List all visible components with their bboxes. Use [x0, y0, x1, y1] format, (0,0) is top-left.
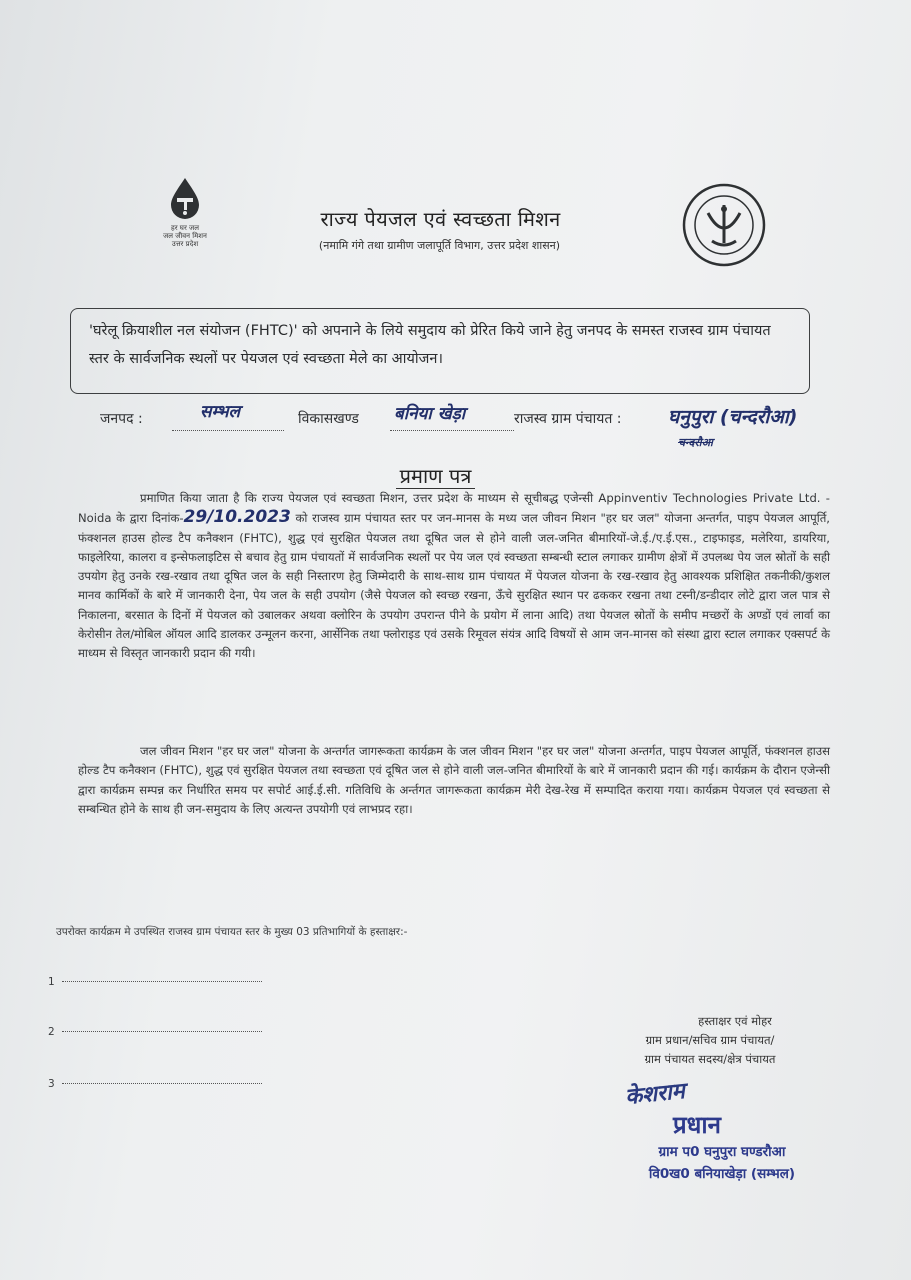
participant-signature-line-3 [48, 1078, 262, 1090]
authority-line-2: ग्राम प्रधान/सचिव ग्राम पंचायत/ [645, 1033, 775, 1047]
certificate-paragraph-1 [78, 489, 830, 664]
block-value: बनिया खेड़ा [394, 404, 466, 424]
line-number: 2 [48, 1026, 55, 1038]
handwritten-signature: केशराम [624, 1078, 687, 1111]
authority-line-3: ग्राम पंचायत सदस्य/क्षेत्र पंचायत [644, 1052, 776, 1066]
p1-part-a: प्रमाणित किया जाता है कि राज्य पेयजल एवं स्वच्छता मिशन, उत्तर प्रदेश के माध्यम से सूचीबद्ध एजेन्सी Appinventiv Technologies Private Ltd. - Noida के द्वारा दिनांक- [78, 491, 830, 526]
certificate-heading [0, 462, 911, 489]
district-dotted-line [172, 429, 284, 431]
p1-part-b: को राजस्व ग्राम पंचायत स्तर पर जन-मानस के मध्य जल जीवन मिशन "हर घर जल" योजना अन्तर्गत, पाइप पेयजल आपूर्ति, फंक्शनल हाउस होल्ड टैप कनैक्शन (FHTC), शुद्ध एवं सुरक्षित पेयजल तथा दूषित जल से होने वाली जल-जनित बीमारियों-जे.ई./ए.ई.एस., टाइफाइड, मलेरिया, डायरिया, फाइलेरिया, कालरा व इन्सेफलाइटिस से बचाव हेतु ग्राम पंचायतों में सार्वजनिक स्थलों पर पेय जल एवं स्वच्छता सम्बन्धी स्टाल लगाकर ग्रामीण क्षेत्रों में उपलब्ध पेय जल स्रोतों के सही उपयोग हेतु उनके रख-रखाव तथा दूषित जल के सही निस्तारण हेतु जिम्मेदारी के साथ-साथ ग्राम पंचायत में पेयजल योजना के रख-रखाव हेतु आवश्यक प्रशिक्षित तकनीकी/कुशल मानव कार्मिकों के बारे में जानकारी देना, पेय जल के सही उपयोग (जैसे पेयजल को स्वच्छ रखना, ऊँचे सुरक्षित स्थान पर ढककर रखना तथा टस्नी/डन्डीदार लोटे द्वारा जल पात्र से निकालना, बरसात के दिनों में पेयजल को उबालकर अथवा क्लोरिन के उपयोग उपरान्त पीने के प्रयोग में लाना आदि) तथा पेयजल स्रोतों के समीप मच्छरों के अण्डों एवं लार्वा का केरोसीन तेल/मोबिल ऑयल आदि डालकर उन्मूलन करना, आर्सेनिक तथा फ्लोराइड एवं उसके रिमूवल संयंत्र आदि विषयों से आम जन-मानस को संस्था द्वारा स्टाल लगाकर एक्सपर्ट के माध्यम से विस्तृत जानकारी प्रदान की गयी। [78, 511, 830, 661]
dotted-line [62, 981, 262, 982]
stamp-line-1: ग्राम प0 घनुपुरा घण्डरौआ [658, 1144, 786, 1160]
subtitle-text: (नमामि गंगे तथा ग्रामीण जलापूर्ति विभाग, उत्तर प्रदेश शासन) [318, 239, 561, 252]
title-text: राज्य पेयजल एवं स्वच्छता मिशन [320, 207, 561, 231]
page-subtitle [0, 238, 911, 253]
stamp-title: प्रधान [673, 1111, 721, 1139]
dotted-line [62, 1083, 262, 1084]
panchayat-value: घनुपुरा (चन्दरौआ) [668, 406, 798, 428]
logo-caption: हर घर जल जल जीवन मिशन उत्तर प्रदेश [163, 224, 207, 248]
line-number: 3 [48, 1078, 55, 1090]
location-fields [100, 402, 910, 449]
block-dotted-line [390, 429, 514, 431]
certificate-paragraph-2: जल जीवन मिशन "हर घर जल" योजना के अन्तर्गत जागरूकता कार्यक्रम के जल जीवन मिशन "हर घर जल" योजना अन्तर्गत, पाइप पेयजल आपूर्ति, फंक्शनल हाउस होल्ड टैप कनैक्शन (FHTC), शुद्ध एवं सुरक्षित पेयजल तथा स्वच्छता एवं दूषित जल से होने वाली जल-जनित बीमारियों के बारे में जानकारी प्रदान की गई। कार्यक्रम के दौरान एजेन्सी द्वारा कार्यक्रम सम्पन्न कर निर्धारित समय पर सपोर्ट आई.ई.सी. गतिविधि के अर्न्तगत जागरूकता कार्यक्रम मेरी देख-रेख में सम्पादित कराया गया। कार्यक्रम पेयजल एवं स्वच्छता से सम्बन्धित होने के साथ ही जन-समुदाय के लिए अत्यन्त उपयोगी एवं लाभप्रद रहा। [78, 744, 830, 816]
block-label: विकासखण्ड [298, 411, 359, 427]
dotted-line [62, 1031, 262, 1032]
panchayat-struck-text: चन्दरौआ [678, 436, 713, 449]
district-value: सम्भल [200, 402, 241, 422]
participants-note: उपरोक्त कार्यक्रम मे उपस्थित राजस्व ग्राम पंचायत स्तर के मुख्य 03 प्रतिभागियों के हस्ताक्षर:- [56, 926, 408, 938]
participant-signature-line-1 [48, 976, 262, 988]
district-label: जनपद : [100, 411, 143, 427]
authority-line-1: हस्ताक्षर एवं मोहर [698, 1014, 772, 1028]
stamp-line-2: वि0ख0 बनियाखेड़ा (सम्भल) [648, 1166, 796, 1182]
line-number: 1 [48, 976, 55, 988]
heading-text: प्रमाण पत्र [396, 464, 476, 489]
authority-block [600, 1012, 820, 1069]
event-date: 29/10.2023 [183, 507, 291, 528]
panchayat-label: राजस्व ग्राम पंचायत : [514, 411, 622, 427]
pradhan-stamp [612, 1108, 832, 1185]
page-title [0, 205, 911, 232]
event-banner-box: 'घरेलू क्रियाशील नल संयोजन (FHTC)' को अपनाने के लिये समुदाय को प्रेरित किये जाने हेतु जनपद के समस्त राजस्व ग्राम पंचायत स्तर के सार्वजनिक स्थलों पर पेयजल एवं स्वच्छता मेले का आयोजन। [70, 308, 810, 394]
participant-signature-line-2 [48, 1026, 262, 1038]
